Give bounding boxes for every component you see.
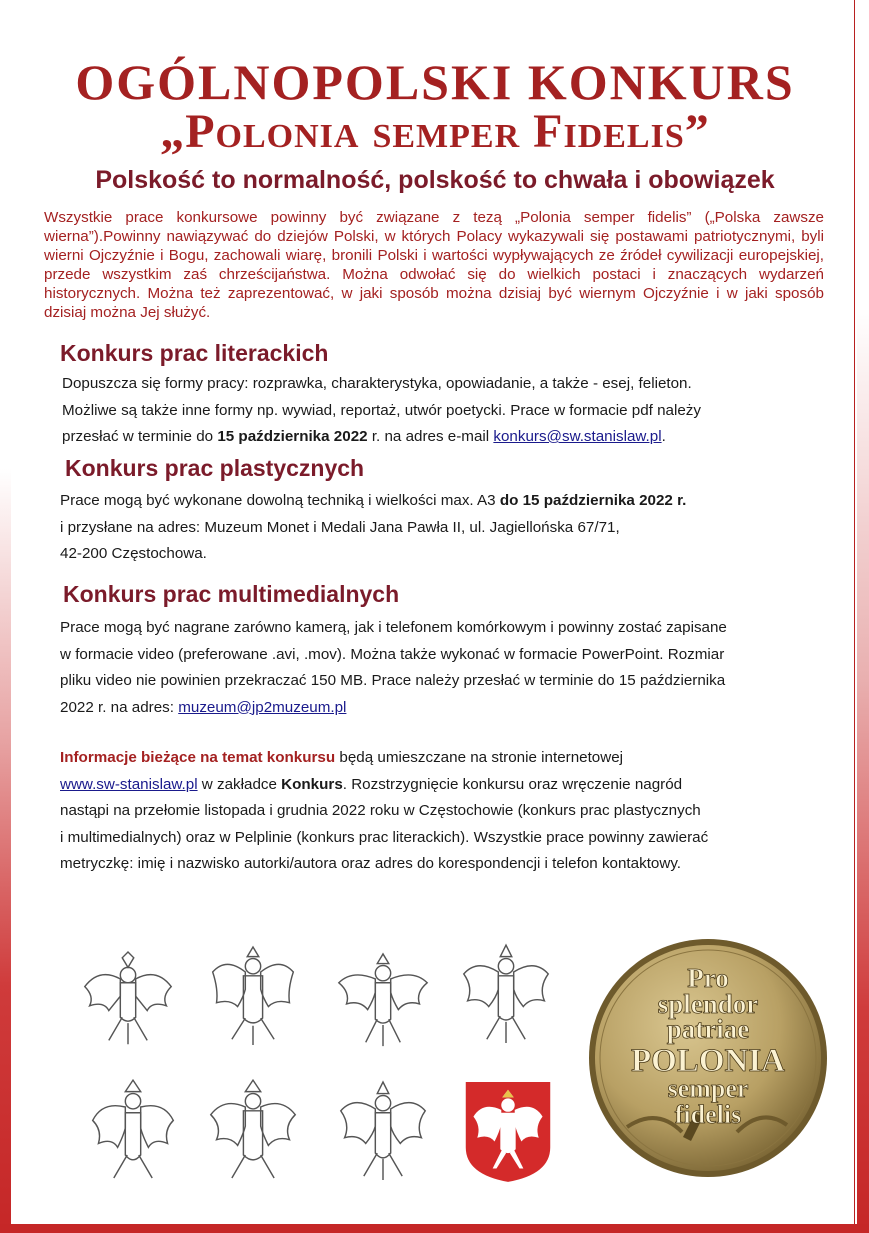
medal-text-6: fidelis [674, 1100, 742, 1129]
right-border-line [854, 0, 855, 1233]
left-decorative-bar [0, 0, 11, 1233]
multimedia-line-2: w formacie video (preferowane .avi, .mov). Można także wykonać w formacie PowerPoint. Rozmiar [60, 645, 725, 663]
info-lead: Informacje bieżące na temat konkursu [60, 749, 336, 766]
art-section [60, 488, 820, 568]
heading-literary: Konkurs prac literackich [60, 340, 329, 366]
eagle-emblem-icon [80, 945, 176, 1057]
info-line-1: Informacje bieżące na temat konkursu będą umieszczane na stronie internetowej [60, 749, 624, 766]
art-line-1: Prace mogą być wykonane dowolną techniką i wielkości max. A3 do 15 października 2022 r. [60, 492, 687, 509]
subtitle: Polskość to normalność, polskość to chwała i obowiązek [95, 166, 775, 194]
multimedia-email-link[interactable]: muzeum@jp2muzeum.pl [178, 698, 347, 716]
info-line-2: www.sw-stanislaw.pl w zakładce Konkurs. Rozstrzygnięcie konkursu oraz wręczenie nagród [60, 775, 683, 793]
eagle-emblem-icon [458, 940, 554, 1052]
website-link[interactable]: www.sw-stanislaw.pl [60, 775, 198, 793]
info-section [60, 745, 830, 878]
medal-text-5: semper [667, 1074, 749, 1103]
info-line-3: nastąpi na przełomie listopada i grudnia 2022 roku w Częstochowie (konkurs prac plastycznych [60, 802, 701, 819]
bottom-decorative-bar [0, 1224, 869, 1233]
literary-section [62, 371, 822, 451]
art-line-2: i przysłane na adres: Muzeum Monet i Medali Jana Pawła II, ul. Jagiellońska 67/71, [60, 518, 620, 536]
medal-text-4: POLONIA [630, 1043, 786, 1079]
eagle-emblem-icon [205, 940, 301, 1052]
multimedia-line-1: Prace mogą być nagrane zarówno kamerą, jak i telefonem komórkowym i powinny zostać zapisane [60, 619, 727, 636]
medal-icon [587, 937, 829, 1179]
eagle-emblem-icon [205, 1075, 301, 1187]
eagle-emblems-grid [80, 935, 580, 1195]
title-line-2: „Polonia semper Fidelis” [160, 105, 710, 158]
multimedia-line-3: pliku video nie powinien przekraczać 150 MB. Prace należy przesłać w terminie do 15 października [60, 672, 726, 689]
literary-deadline: 15 października 2022 [217, 428, 368, 445]
multimedia-line-4: 2022 r. na adres: muzeum@jp2muzeum.pl [60, 698, 347, 716]
literary-line-3: przesłać w terminie do 15 października 2022 r. na adres e-mail konkurs@sw.stanislaw.pl. [62, 428, 666, 445]
intro-paragraph: Wszystkie prace konkursowe powinny być związane z tezą „Polonia semper fidelis” („Polska zawsze wierna”).Powinny nawiązywać do dziejów Polski, w których Polacy wykazywali się postawami patriotycznymi, byli wierni Ojczyźnie i Bogu, zachowali wiarę, bronili Polski i wartości wypływających ze źródeł cywilizacji europejskiej, przede wszystkim zaś chrześcijaństwa. Można odwołać się do wielkich postaci i znaczących wydarzeń historycznych. Można też zaprezentować, w jaki sposób można dzisiaj być wiernym Ojczyźnie i w jaki sposób dzisiaj można Jej służyć. [44, 209, 824, 321]
multimedia-section [60, 615, 835, 721]
polish-coat-of-arms-icon [460, 1075, 556, 1187]
title-line-1: OGÓLNOPOLSKI KONKURS [75, 54, 795, 110]
literary-line-1: Dopuszcza się formy pracy: rozprawka, charakterystyka, opowiadanie, a także - esej, felieton. [62, 375, 692, 392]
art-line-3: 42-200 Częstochowa. [60, 545, 207, 562]
medal-text-1: Pro [687, 963, 729, 993]
eagle-emblem-icon [335, 1075, 431, 1187]
literary-email-link[interactable]: konkurs@sw.stanislaw.pl [493, 428, 662, 445]
medal-text-2: splendor [657, 989, 759, 1019]
right-decorative-bar [857, 0, 869, 1233]
eagle-emblem-icon [335, 945, 431, 1057]
literary-line-2: Możliwe są także inne formy np. wywiad, reportaż, utwór poetycki. Prace w formacie pdf należy [62, 401, 701, 419]
medal-text-3: patriae [666, 1014, 750, 1044]
art-deadline: do 15 października 2022 r. [499, 492, 687, 509]
heading-multimedia: Konkurs prac multimedialnych [63, 581, 400, 607]
info-line-5: metryczkę: imię i nazwisko autorki/autora oraz adres do korespondencji i telefon kontaktowy. [60, 855, 682, 872]
tab-name: Konkurs [281, 775, 343, 793]
eagle-emblem-icon [85, 1075, 181, 1187]
medal-image [587, 937, 829, 1179]
info-line-4: i multimedialnych) oraz w Pelplinie (konkurs prac literackich). Wszystkie prace powinny zawierać [60, 828, 709, 846]
heading-art: Konkurs prac plastycznych [65, 455, 365, 481]
